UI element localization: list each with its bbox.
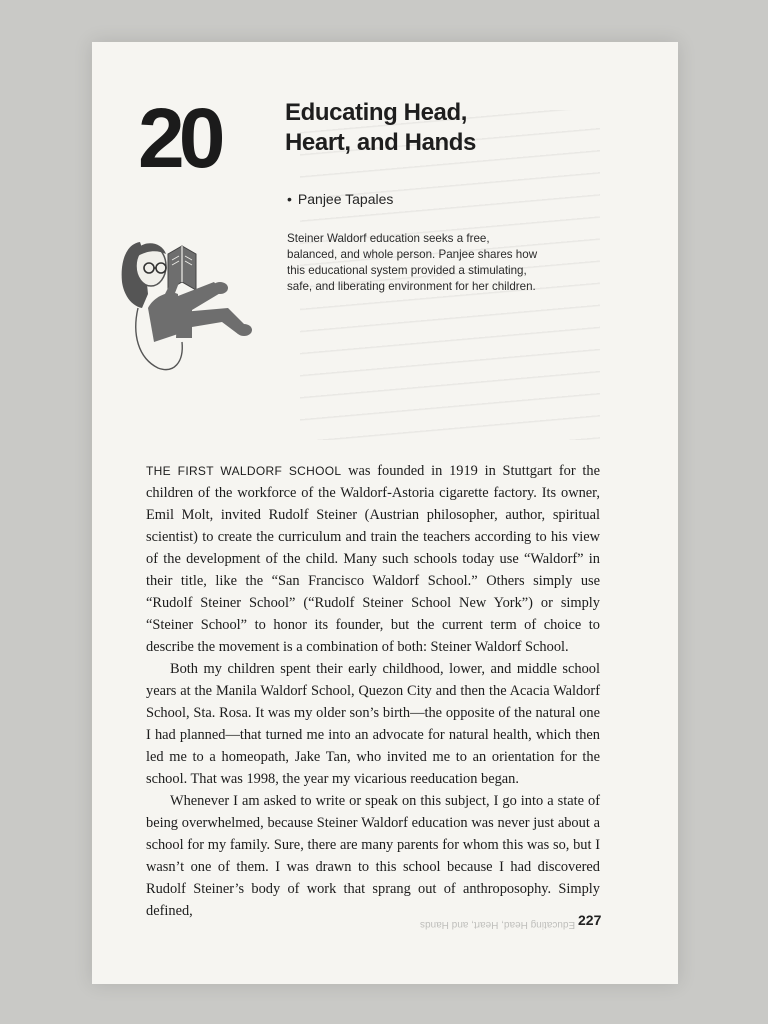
running-head: Educating Head, Heart, and Hands	[420, 919, 576, 930]
paragraph-1-text: was founded in 1919 in Stuttgart for the children of the workforce of the Waldorf-Astoria cigarette factory. Its owner, Emil Molt, invited Rudolf Steiner (Austrian philosopher, author, spiritual scientist) to create the curriculum and train the teachers according to his view of the development of the child. Many such schools today use “Waldorf” in their title, like the “San Francisco Waldorf School.” Others simply use “Rudolf Steiner School” (“Rudolf Steiner School New York”) or simply “Steiner School” to honor its founder, but the current term of choice to describe the movement is a combination of both: Steiner Waldorf School.	[146, 463, 600, 655]
paragraph-2: Both my children spent their early childhood, lower, and middle school years at the Manila Waldorf School, Quezon City and then the Acacia Waldorf School, Sta. Rosa. It was my older son’s birth—the opposite of the natural one I had planned—that turned me into an advocate for natural health, which then led me to a homeopath, Jake Tan, who invited me to an orientation for the school. That was 1998, the year my vicarious reeducation began.	[146, 661, 600, 787]
reading-woman-illustration	[118, 234, 278, 379]
chapter-title-line-1: Educating Head,	[285, 99, 468, 126]
page-number: 227	[578, 912, 602, 928]
chapter-title	[285, 98, 585, 158]
chapter-abstract: Steiner Waldorf education seeks a free, balanced, and whole person. Panjee shares how this educational system provided a stimulating, safe, and liberating environment for her children.	[287, 232, 538, 293]
body-text	[146, 460, 600, 922]
lead-in-caps: THE FIRST WALDORF SCHOOL	[146, 464, 342, 478]
author-name: Panjee Tapales	[297, 191, 394, 207]
chapter-title-line-2: Heart, and Hands	[285, 129, 476, 156]
author-byline	[287, 191, 393, 207]
paragraph-1	[146, 460, 600, 658]
bullet-icon: •	[287, 191, 292, 207]
chapter-number: 20	[138, 91, 220, 185]
paragraph-3: Whenever I am asked to write or speak on this subject, I go into a state of being overwhelmed, because Steiner Waldorf education was never just about a school for my family. Sure, there are many parents for whom this was so, but I wasn’t one of them. I was drawn to this school because I had discovered Rudolf Steiner’s body of work that sprang out of anthroposophy. Simply defined,	[146, 793, 600, 919]
